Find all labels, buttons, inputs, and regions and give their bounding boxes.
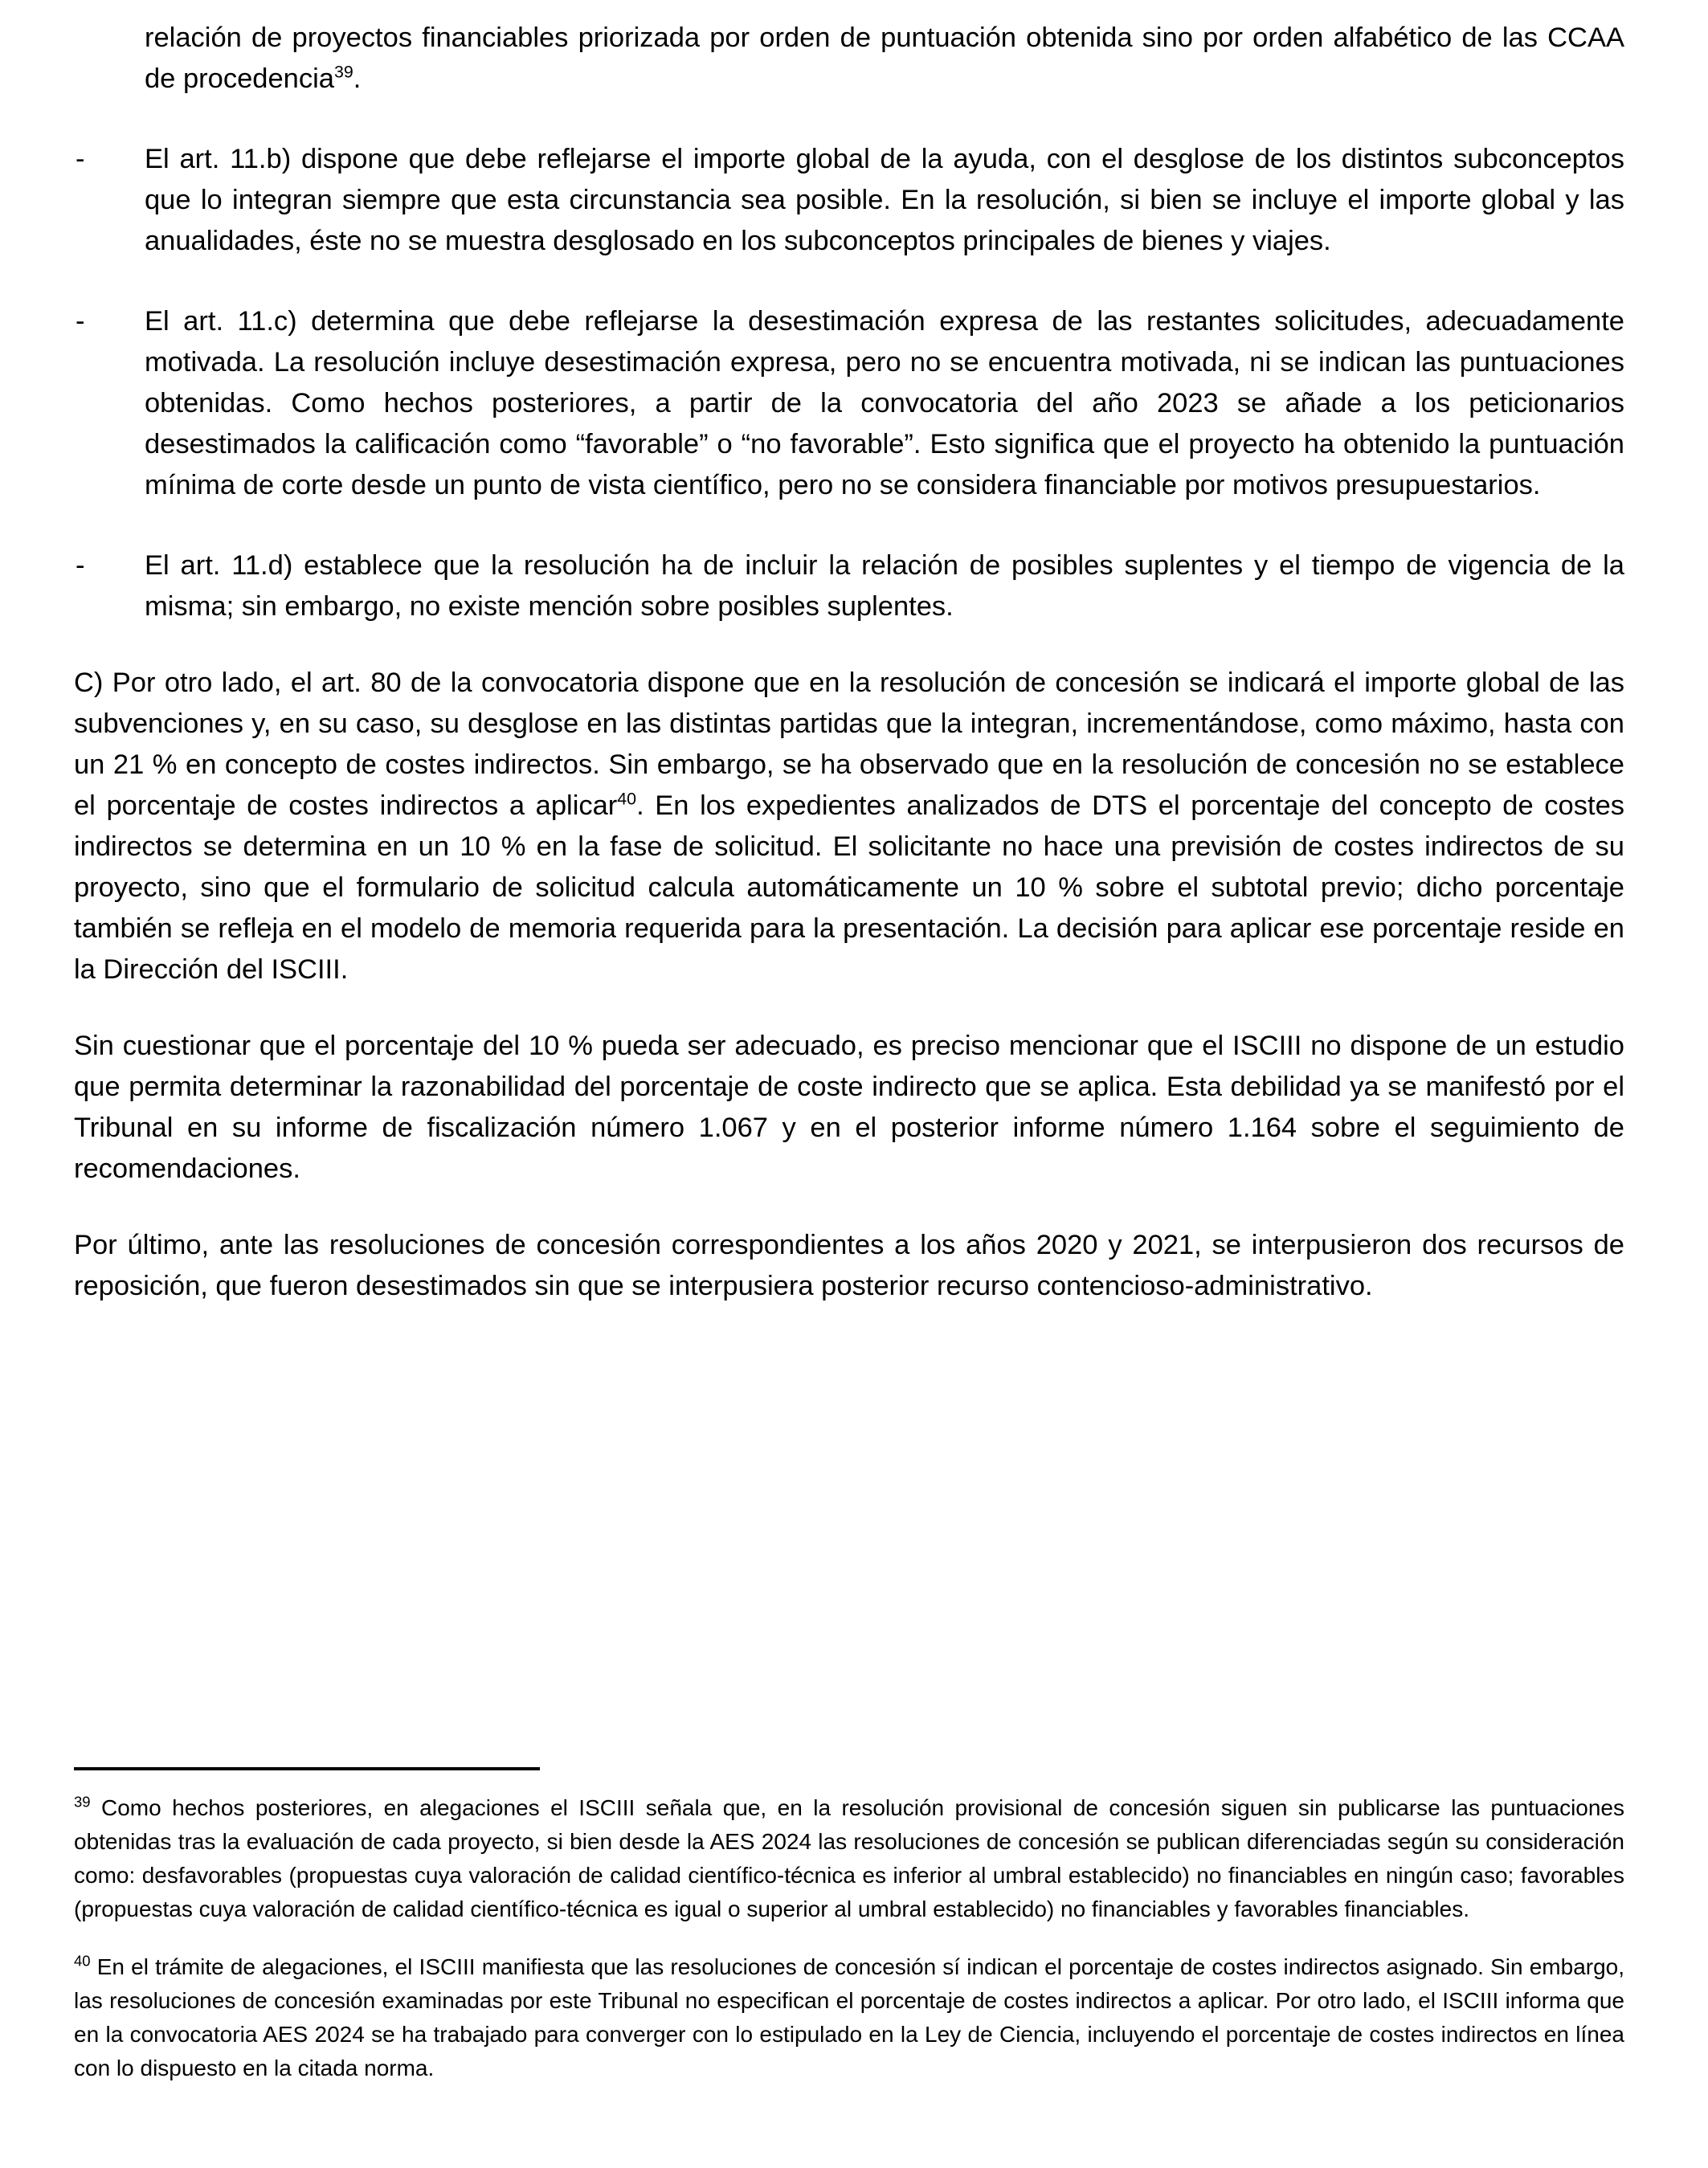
spacer [74, 506, 1624, 545]
bullet-marker: - [76, 144, 85, 174]
paragraph-c-part2: . En los expedientes analizados de DTS el porcentaje del concepto de costes indirectos se determina en un 10 % en la fase de solicitud. El solicitante no hace una previsión de costes indirectos de su proyecto, sino que el formulario de solicitud calcula automáticamente un 10 % sobre el subtotal previo; dicho porcentaje también se refleja en el modelo de memoria requerida para la presentación. La decisión para aplicar ese porcentaje reside en la Dirección del ISCIII. [74, 790, 1625, 985]
spacer [74, 627, 1624, 663]
document-body [74, 18, 1624, 1307]
list-item [74, 139, 1624, 262]
list-item-text: El art. 11.b) dispone que debe reflejarse el importe global de la ayuda, con el desglose de los distintos subconceptos que lo integran siempre que esta circunstancia sea posible. En la resolución, si bien se incluye el importe global y las anualidades, éste no se muestra desglosado en los subconceptos principales de bienes y viajes. [145, 144, 1624, 256]
spacer [74, 100, 1624, 139]
footnote-39-text: Como hechos posteriores, en alegaciones el ISCIII señala que, en la resolución provisional de concesión siguen sin publicarse las puntuaciones obtenidas tras la evaluación de cada proyecto, si bien desde la AES 2024 las resoluciones de concesión se publican diferenciadas según su consideración como: desfavorables (propuestas cuya valoración de calidad científico-técnica es inferior al umbral establecido) no financiables en ningún caso; favorables (propuestas cuya valoración de calidad científico-técnica es igual o superior al umbral establecido) no financiables y favorables financiables. [74, 1795, 1625, 1921]
bullet-marker: - [76, 306, 85, 337]
footnote-39 [74, 1791, 1624, 1926]
footnote-ref-40[interactable]: 40 [617, 789, 637, 809]
continuation-paragraph [74, 18, 1624, 100]
continuation-paragraph-text: relación de proyectos financiables priorizada por orden de puntuación obtenida sino por orden alfabético de las CCAA de procedencia [145, 22, 1624, 94]
bullet-marker: - [76, 550, 85, 581]
list-item [74, 545, 1624, 627]
paragraph-sin-cuestionar: Sin cuestionar que el porcentaje del 10 % pueda ser adecuado, es preciso mencionar que el ISCIII no dispone de un estudio que permita determinar la razonabilidad del porcentaje de coste indirecto que se aplica. Esta debilidad ya se manifestó por el Tribunal en su informe de fiscalización número 1.067 y en el posterior informe número 1.164 sobre el seguimiento de recomendaciones. [74, 1031, 1624, 1184]
footnote-39-marker: 39 [74, 1793, 91, 1811]
spacer [74, 262, 1624, 301]
paragraph-c [74, 663, 1624, 990]
paragraph-por-ultimo: Por último, ante las resoluciones de concesión correspondientes a los años 2020 y 2021, se interpusieron dos recursos de reposición, que fueron desestimados sin que se interpusiera posterior recurso contencioso-administrativo. [74, 1230, 1624, 1301]
footnote-separator-rule [74, 1767, 540, 1770]
list-item-text: El art. 11.d) establece que la resolución ha de incluir la relación de posibles suplentes y el tiempo de vigencia de la misma; sin embargo, no existe mención sobre posibles suplentes. [145, 550, 1624, 622]
paragraph-c-part1: C) Por otro lado, el art. 80 de la convocatoria dispone que en la resolución de concesión se indicará el importe global de las subvenciones y, en su caso, su desglose en las distintas partidas que la integran, incrementándose, como máximo, hasta con un 21 % en concepto de costes indirectos. Sin embargo, se ha observado que en la resolución de concesión no se establece el porcentaje de costes indirectos a aplicar [74, 668, 1624, 821]
footnote-40-text: En el trámite de alegaciones, el ISCIII manifiesta que las resoluciones de concesión sí indican el porcentaje de costes indirectos asignado. Sin embargo, las resoluciones de concesión examinadas por este Tribunal no especifican el porcentaje de costes indirectos a aplicar. Por otro lado, el ISCIII informa que en la convocatoria AES 2024 se ha trabajado para converger con lo estipulado en la Ley de Ciencia, incluyendo el porcentaje de costes indirectos en línea con lo dispuesto en la citada norma. [74, 1954, 1625, 2080]
footnote-40-marker: 40 [74, 1952, 91, 1970]
list-item-text: El art. 11.c) determina que debe reflejarse la desestimación expresa de las restantes solicitudes, adecuadamente motivada. La resolución incluye desestimación expresa, pero no se encuentra motivada, ni se indican las puntuaciones obtenidas. Como hechos posteriores, a partir de la convocatoria del año 2023 se añade a los peticionarios desestimados la calificación como “favorable” o “no favorable”. Esto significa que el proyecto ha obtenido la puntuación mínima de corte desde un punto de vista científico, pero no se considera financiable por motivos presupuestarios. [145, 306, 1624, 500]
footnote-area [74, 1767, 1624, 2085]
list-item [74, 301, 1624, 506]
spacer [74, 990, 1624, 1026]
footnote-ref-39[interactable]: 39 [333, 62, 353, 82]
spacer [74, 1190, 1624, 1225]
footnote-40 [74, 1950, 1624, 2085]
continuation-paragraph-tail: . [353, 63, 362, 94]
